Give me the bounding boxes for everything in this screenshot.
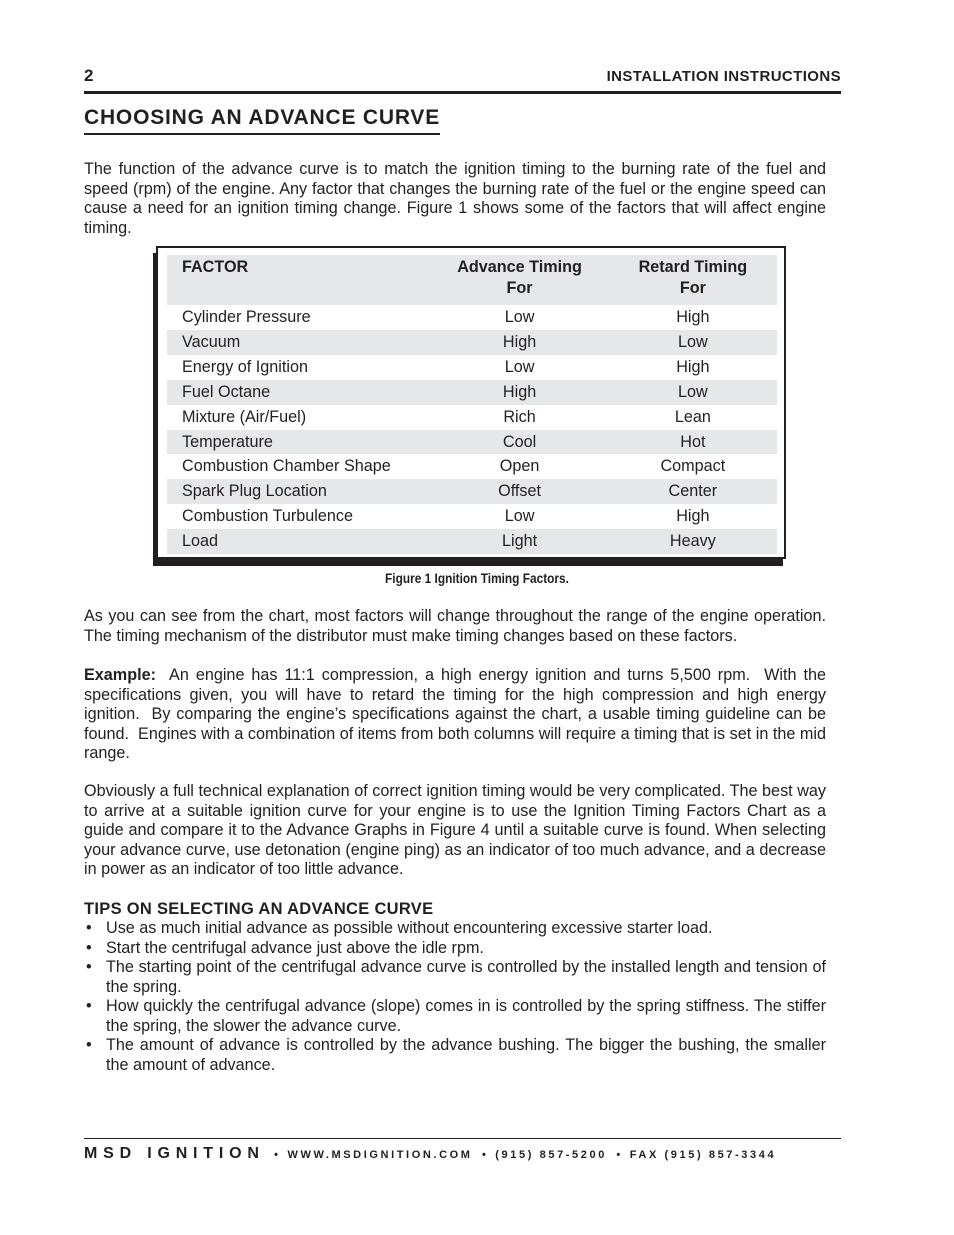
- advance-cell: Low: [504, 357, 535, 376]
- header-advance: [430, 255, 608, 305]
- list-item: [84, 958, 826, 997]
- header-retard: [609, 255, 777, 305]
- table-row: [167, 355, 777, 380]
- section-title: CHOOSING AN ADVANCE CURVE: [84, 106, 440, 135]
- retard-cell: Center: [609, 479, 777, 504]
- advance-cell: Low: [504, 308, 535, 326]
- list-item: [84, 939, 826, 959]
- example-text: An engine has 11:1 compression, a high energy ignition and turns 5,500 rpm. With the specifications given, you will have to retard the timing for the high compression and high energy ignition. By comparing the engine’s specifications against the chart, a usable timing guideline can be found. Engines with a combination of items from both columns will require a timing that is set in the mid range.: [84, 666, 831, 762]
- tip-text: Start the centrifugal advance just above the idle rpm.: [106, 938, 484, 957]
- bullet: •: [86, 919, 92, 937]
- example-paragraph: [84, 666, 831, 764]
- example-label: Example:: [84, 666, 156, 684]
- ignition-timing-factors-table: [167, 255, 777, 554]
- retard-cell: High: [676, 308, 710, 326]
- intro-paragraph: The function of the advance curve is to match the ignition timing to the burning rate of the fuel and speed (rpm) of the engine. Any factor that changes the burning rate of the fuel or the engine speed can cause a need for an ignition timing change. Figure 1 shows some of the factors that will affect engine timing.: [84, 160, 826, 237]
- footer-separator: •: [481, 1149, 486, 1161]
- factor-cell: Load: [167, 529, 430, 554]
- factor-cell: Energy of Ignition: [182, 357, 308, 376]
- factor-cell: Temperature: [167, 430, 430, 455]
- header-rule: [84, 91, 841, 94]
- factor-cell: Mixture (Air/Fuel): [182, 407, 307, 426]
- retard-cell: Compact: [660, 457, 726, 476]
- advance-cell: Light: [430, 529, 608, 554]
- retard-cell: Hot: [609, 430, 777, 455]
- header-retard-line1: Retard Timing: [638, 258, 748, 276]
- factor-cell: Fuel Octane: [167, 380, 430, 405]
- table-row: [167, 454, 777, 479]
- header-advance-line2: For: [506, 279, 533, 297]
- tip-text: The starting point of the centrifugal advance curve is controlled by the installed length and tension of the spring.: [106, 958, 826, 996]
- footer-fax: FAX (915) 857-3344: [629, 1149, 777, 1161]
- retard-cell: Heavy: [609, 529, 777, 554]
- retard-cell: Lean: [674, 407, 711, 426]
- list-item: [84, 919, 826, 939]
- figure-caption: Figure 1 Ignition Timing Factors.: [385, 571, 569, 586]
- retard-cell: Low: [609, 330, 777, 355]
- advance-cell: High: [430, 330, 608, 355]
- tip-text: Use as much initial advance as possible without encountering excessive starter load.: [106, 919, 713, 937]
- page-number: 2: [84, 66, 94, 85]
- list-item: [84, 1036, 826, 1075]
- factor-cell: Combustion Chamber Shape: [182, 457, 391, 476]
- tips-list: [84, 919, 826, 1075]
- retard-cell: High: [676, 507, 710, 526]
- header-advance-line1: Advance Timing: [457, 258, 582, 276]
- table-row: [167, 479, 777, 504]
- chart-paragraph: As you can see from the chart, most factors will change throughout the range of the engine operation. The timing mechanism of the distributor must make timing changes based on these factors.: [84, 607, 826, 645]
- factor-cell: Vacuum: [167, 330, 430, 355]
- advance-cell: Rich: [503, 407, 536, 426]
- header-retard-line2: For: [679, 279, 706, 297]
- retard-cell: High: [676, 357, 710, 376]
- table-row: [167, 430, 777, 455]
- table-row: [167, 405, 777, 430]
- bullet: •: [86, 1036, 92, 1054]
- list-item: [84, 997, 826, 1036]
- footer-phone: (915) 857-5200: [495, 1149, 607, 1161]
- factor-cell: Spark Plug Location: [167, 479, 430, 504]
- bullet: •: [86, 958, 92, 976]
- retard-cell: Low: [609, 380, 777, 405]
- footer-brand: MSD IGNITION: [84, 1145, 265, 1162]
- tip-text: How quickly the centrifugal advance (slope) comes in is controlled by the spring stiffness. The stiffer the spring, the slower the advance curve.: [106, 997, 826, 1035]
- table-row: [167, 529, 777, 554]
- footer-separator: •: [274, 1149, 279, 1161]
- footer: [84, 1145, 841, 1163]
- running-head: INSTALLATION INSTRUCTIONS: [606, 68, 841, 85]
- explanation-paragraph: Obviously a full technical explanation of correct ignition timing would be very complicated. The best way to arrive at a suitable ignition curve for your engine is to use the Ignition Timing Factors Chart as a guide and compare it to the Advance Graphs in Figure 4 until a suitable curve is found. When selecting your advance curve, use detonation (engine ping) as an indicator of too much advance, and a decrease in power as an indicator of too little advance.: [84, 782, 826, 878]
- footer-separator: •: [616, 1149, 621, 1161]
- factor-cell: Cylinder Pressure: [182, 308, 311, 326]
- advance-cell: Low: [504, 507, 535, 526]
- table-row: [167, 330, 777, 355]
- table-row: [167, 305, 777, 330]
- advance-cell: Cool: [430, 430, 608, 455]
- advance-cell: Offset: [430, 479, 608, 504]
- advance-cell: Open: [499, 457, 540, 476]
- tip-text: The amount of advance is controlled by the advance bushing. The bigger the bushing, the smaller the amount of advance.: [106, 1036, 826, 1074]
- table-row: [167, 504, 777, 529]
- footer-website: WWW.MSDIGNITION.COM: [287, 1149, 473, 1161]
- advance-cell: High: [430, 380, 608, 405]
- bullet: •: [86, 938, 92, 957]
- table-row: [167, 380, 777, 405]
- tips-heading: TIPS ON SELECTING AN ADVANCE CURVE: [84, 900, 434, 918]
- header-factor: FACTOR: [167, 255, 430, 305]
- table-header-row: [167, 255, 777, 305]
- footer-rule: [84, 1138, 841, 1139]
- bullet: •: [86, 997, 92, 1015]
- factor-cell: Combustion Turbulence: [182, 507, 353, 526]
